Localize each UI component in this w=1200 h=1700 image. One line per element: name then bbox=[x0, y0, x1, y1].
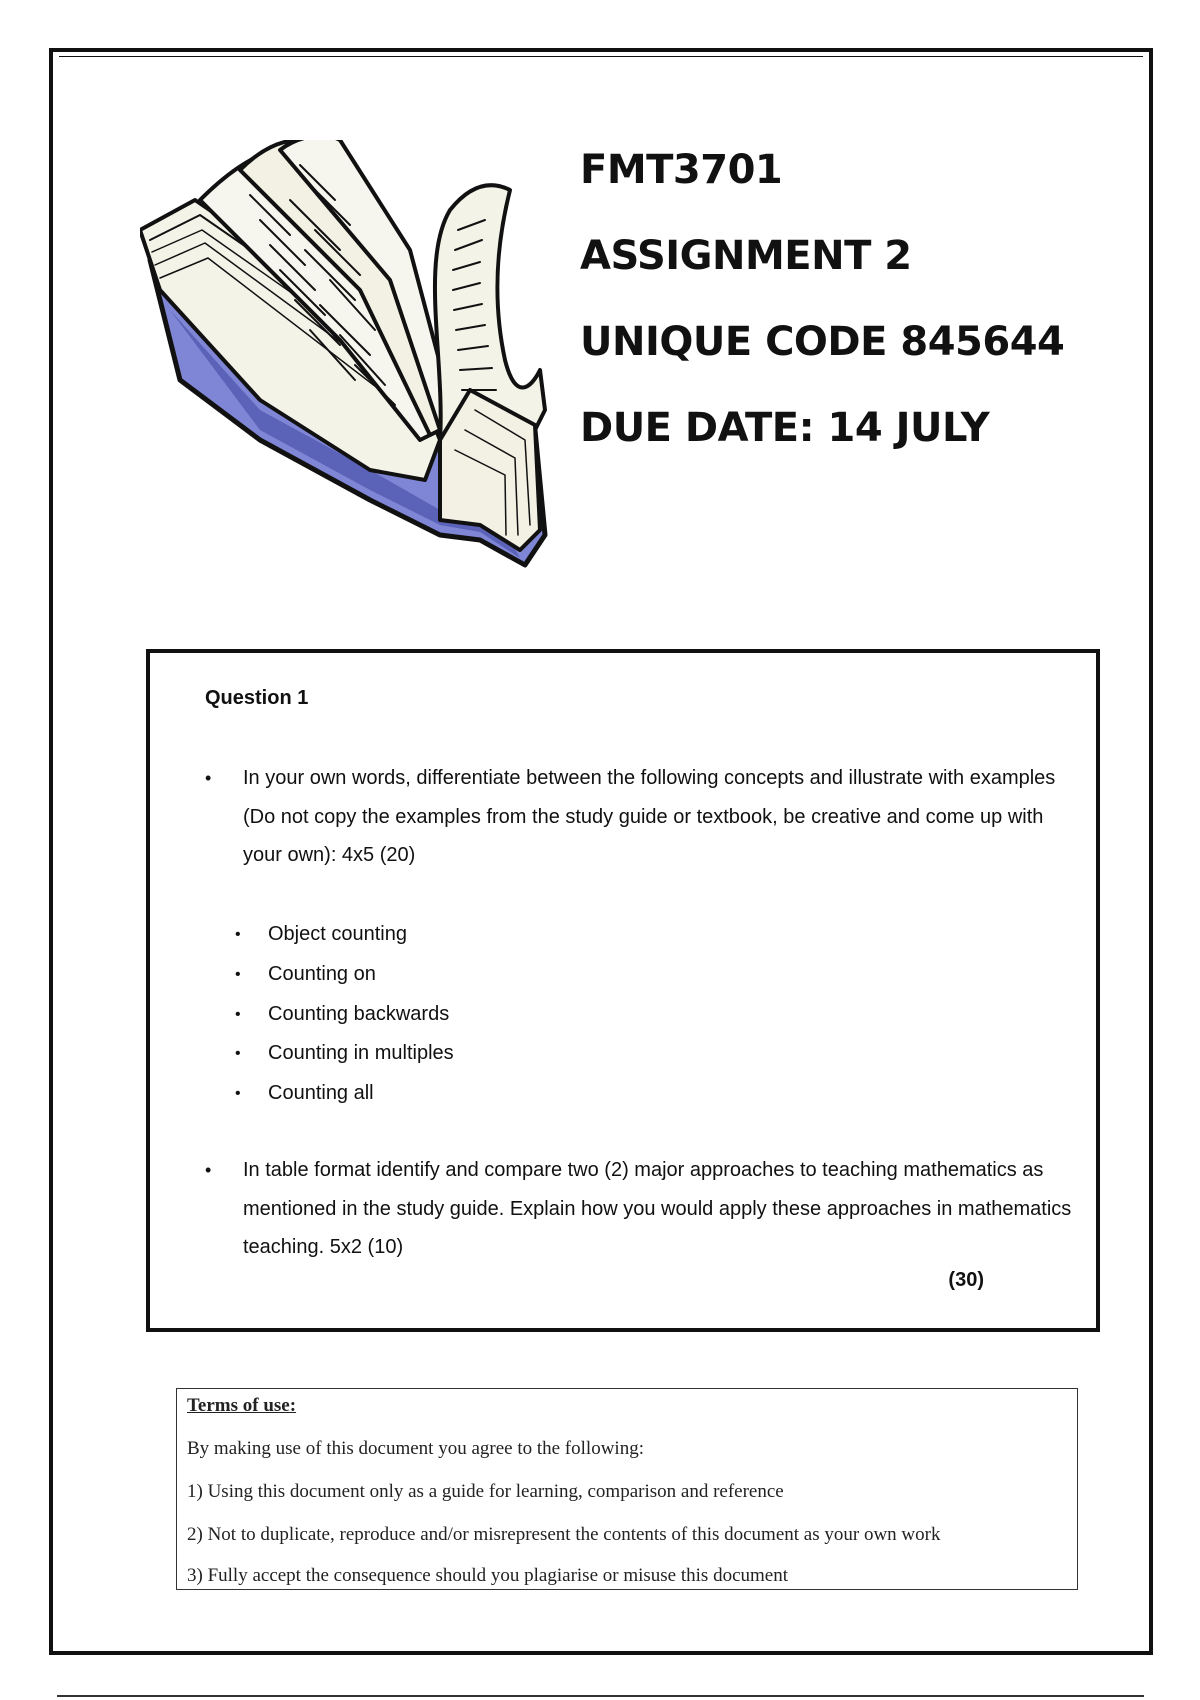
bullet-dot: • bbox=[235, 965, 241, 983]
total-marks: (30) bbox=[948, 1269, 984, 1291]
terms-item: 1) Using this document only as a guide for learning, comparison and reference bbox=[187, 1481, 784, 1502]
list-item-text: Object counting bbox=[268, 923, 407, 945]
bottom-rule bbox=[57, 1695, 1144, 1697]
list-item bbox=[235, 955, 735, 995]
assignment-number: ASSIGNMENT 2 bbox=[580, 233, 912, 279]
unique-code: UNIQUE CODE 845644 bbox=[580, 319, 1065, 365]
list-item-text: Counting all bbox=[268, 1082, 374, 1104]
bullet-dot: • bbox=[235, 926, 241, 943]
terms-item: 2) Not to duplicate, reproduce and/or misrepresent the contents of this document as your own work bbox=[187, 1524, 941, 1545]
terms-intro: By making use of this document you agree to the following: bbox=[187, 1438, 644, 1459]
question-bullet-text: In your own words, differentiate between the following concepts and illustrate with examples (Do not copy the examples from the study guide or textbook, be creative and come up with your own): 4x5 (20) bbox=[243, 767, 1056, 866]
concept-list bbox=[235, 915, 735, 1114]
list-item-text: Counting backwards bbox=[268, 1002, 450, 1025]
open-book-illustration bbox=[140, 140, 570, 570]
course-code: FMT3701 bbox=[580, 147, 783, 193]
bullet-dot: • bbox=[235, 1085, 241, 1102]
due-date: DUE DATE: 14 JULY bbox=[580, 405, 990, 451]
bullet-dot: • bbox=[235, 1005, 241, 1023]
list-item bbox=[235, 995, 735, 1035]
question-box bbox=[146, 649, 1100, 1332]
terms-title: Terms of use: bbox=[187, 1395, 297, 1416]
list-item-text: Counting in multiples bbox=[268, 1042, 454, 1065]
terms-of-use-box bbox=[176, 1388, 1078, 1590]
list-item bbox=[235, 1074, 735, 1114]
bullet-dot: • bbox=[205, 768, 212, 788]
question-title: Question 1 bbox=[205, 687, 309, 709]
terms-item: 3) Fully accept the consequence should you plagiarise or misuse this document bbox=[187, 1565, 788, 1586]
list-item bbox=[235, 915, 735, 955]
cover-headings bbox=[580, 147, 1100, 494]
bullet-dot: • bbox=[205, 1160, 212, 1180]
bullet-dot: • bbox=[235, 1045, 241, 1063]
list-item bbox=[235, 1034, 735, 1074]
question-bullet-text: In table format identify and compare two (2) major approaches to teaching mathematics as mentioned in the study guide. Explain how you would apply these approaches in mathematics teaching. 5x2 (10) bbox=[243, 1159, 1072, 1258]
list-item-text: Counting on bbox=[268, 962, 376, 985]
